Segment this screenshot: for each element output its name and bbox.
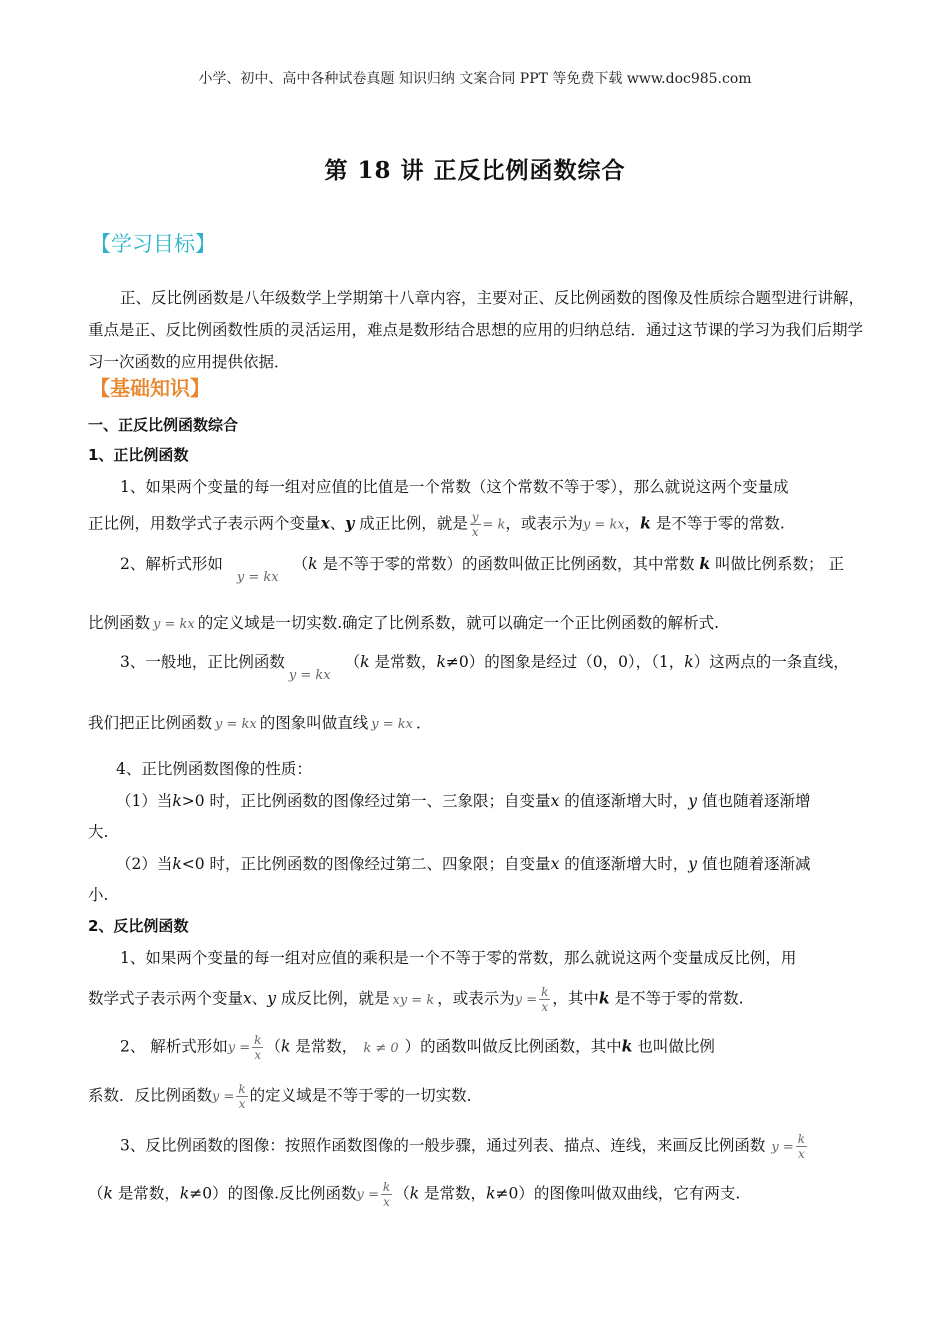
formula-y-kx: y = kx	[215, 717, 257, 732]
p4-case-1-end: 大.	[88, 823, 109, 841]
formula-xy-k: xy = k	[392, 992, 435, 1008]
var-x: x	[550, 855, 560, 873]
page-title: 第 18 讲 正反比例函数综合	[324, 157, 626, 184]
formula: y =	[356, 1187, 379, 1203]
text: 系数．反比例函数	[88, 1086, 213, 1105]
var-k: k	[621, 1036, 633, 1056]
var-k: k	[598, 988, 610, 1008]
numerator: k	[238, 1082, 246, 1096]
text: 、	[329, 514, 346, 533]
var-y: y	[688, 792, 698, 810]
fraction-k-over-x	[236, 1082, 247, 1111]
var-k: k	[308, 555, 318, 573]
text: ≠0）的图像.反比例函数	[189, 1184, 357, 1203]
text: ）这两点的一条直线，	[693, 653, 849, 671]
text: （1）当	[116, 792, 173, 810]
denominator: x	[238, 1097, 246, 1111]
text: 值也随着逐渐减	[697, 855, 811, 873]
var-x: x	[320, 513, 330, 533]
text: 是常数，	[419, 1184, 487, 1203]
var-k: k	[360, 653, 370, 671]
text: （2）当	[116, 855, 173, 873]
numerator: k	[541, 985, 549, 999]
basic-knowledge-heading: 【基础知识】	[90, 376, 210, 400]
var-y: y	[267, 989, 277, 1008]
text: （	[292, 555, 309, 573]
q3-line-b	[88, 1180, 878, 1209]
text: （	[394, 1184, 410, 1203]
q1-line-b	[88, 985, 878, 1014]
text: 是常数，	[290, 1037, 358, 1056]
var-k: k	[280, 1037, 291, 1056]
formula: y =	[514, 992, 538, 1008]
numerator: y	[471, 510, 479, 524]
subsection-direct-proportion: 1、正比例函数	[88, 446, 189, 464]
formula: y =	[771, 1139, 794, 1155]
text: ，	[624, 514, 641, 533]
p4-case-1	[88, 789, 906, 811]
text: 成反比例，就是	[276, 989, 390, 1008]
denominator: x	[541, 1000, 549, 1014]
text: 我们把正比例函数	[88, 714, 213, 732]
text: 的图象叫做直线	[259, 714, 369, 732]
text: （	[88, 1184, 104, 1203]
p4-title: 4、正比例函数图像的性质：	[116, 760, 312, 778]
p3-line-b	[88, 711, 878, 733]
p4-case-2	[88, 852, 906, 874]
text: 的值逐渐增大时，	[559, 792, 689, 810]
numerator: k	[254, 1033, 262, 1047]
text: 比例函数	[88, 614, 151, 632]
text: ，其中	[552, 989, 599, 1008]
p3-line-a	[88, 650, 910, 683]
text: 2、 解析式形如	[120, 1037, 228, 1056]
text: 也叫做比例	[632, 1037, 715, 1056]
var-k: k	[179, 1184, 190, 1203]
var-x: x	[243, 989, 252, 1008]
var-k: k	[699, 554, 711, 573]
text: 3、一般地，正比例函数	[120, 653, 285, 671]
var-k: k	[486, 1184, 496, 1203]
text: 是不等于零的常数.	[650, 514, 785, 533]
denominator: x	[798, 1147, 805, 1161]
text: ．	[415, 714, 432, 732]
text: 叫做比例系数； 正	[710, 555, 844, 573]
text: ≠0）的图象是经过（0，0），（1，	[445, 653, 685, 671]
text: 的定义域是一切实数.确定了比例系数，就可以确定一个正比例函数的解析式.	[197, 614, 720, 632]
text: 数学式子表示两个变量	[88, 989, 244, 1008]
var-x: x	[550, 792, 560, 810]
subsection-inverse-proportion: 2、反比例函数	[88, 917, 189, 935]
var-k: k	[103, 1184, 113, 1203]
text: （	[265, 1037, 281, 1056]
var-k: k	[172, 792, 182, 810]
p1-line-a: 1、如果两个变量的每一组对应值的比值是一个常数（这个常数不等于零），那么就说这两个变量成	[120, 478, 789, 496]
site-header: 小学、初中、高中各种试卷真题 知识归纳 文案合同 PPT 等免费下载 www.doc985.com	[198, 71, 752, 87]
fraction-k-over-x	[796, 1132, 807, 1161]
text: 的定义域是不等于零的一切实数．	[249, 1086, 483, 1105]
section-heading-1: 一、正反比例函数综合	[88, 416, 239, 434]
text: 值也随着逐渐增	[697, 792, 811, 810]
formula: y =	[212, 1089, 235, 1105]
var-y: y	[688, 855, 698, 873]
text: ）的函数叫做反比例函数，其中	[404, 1037, 622, 1056]
text: ，或表示为	[437, 989, 515, 1008]
formula: = k	[482, 517, 506, 533]
p2-line-b	[88, 611, 878, 633]
text: 3、反比例函数的图像：按照作函数图像的一般步骤，通过列表、描点、连线，来画反比例函数	[120, 1136, 766, 1155]
text: >0 时，正比例函数的图像经过第一、三象限；自变量	[181, 792, 551, 810]
formula: y =	[227, 1040, 251, 1056]
var-k: k	[640, 513, 651, 533]
denominator: x	[471, 525, 479, 539]
var-y: y	[345, 513, 355, 533]
text: 是常数，	[369, 653, 437, 671]
text: （	[344, 653, 361, 671]
formula-y-kx: y = kx	[288, 668, 331, 683]
q2-line-a	[88, 1033, 910, 1062]
numerator: k	[382, 1180, 391, 1194]
var-k: k	[684, 653, 694, 671]
text: <0 时，正比例函数的图像经过第二、四象限；自变量	[181, 855, 551, 873]
text: ≠0）的图像叫做双曲线，它有两支.	[495, 1184, 741, 1203]
q3-line-a	[88, 1132, 910, 1161]
q1-line-a: 1、如果两个变量的每一组对应值的乘积是一个不等于零的常数，那么就说这两个变量成反比例，用	[120, 949, 797, 967]
var-k: k	[172, 855, 182, 873]
learning-goal-text: 正、反比例函数是八年级数学上学期第十八章内容，主要对正、反比例函数的图像及性质综合题型进行讲解，重点是正、反比例函数性质的灵活运用，难点是数形结合思想的应用的归纳总结．通过这节课的学习为我们后期学习一次函数的应用提供依据．	[88, 289, 865, 371]
denominator: x	[254, 1048, 262, 1062]
fraction-k-over-x	[539, 985, 550, 1014]
text: ，或表示为	[505, 514, 583, 533]
text: 是常数，	[112, 1184, 180, 1203]
p2-line-a	[88, 552, 910, 585]
fraction-k-over-x	[252, 1033, 263, 1062]
formula-k-neq-0: k ≠ 0	[363, 1040, 399, 1056]
numerator: k	[797, 1132, 806, 1146]
text: 正比例，用数学式子表示两个变量	[88, 514, 321, 533]
q2-line-b	[88, 1082, 878, 1111]
var-k: k	[409, 1184, 420, 1203]
text: 是不等于零的常数）的函数叫做正比例函数，其中常数	[317, 555, 700, 573]
formula-y-kx: y = kx	[153, 617, 195, 632]
denominator: x	[383, 1195, 390, 1209]
var-k: k	[436, 653, 446, 671]
fraction-y-over-x	[470, 510, 481, 539]
formula-y-kx: y = kx	[582, 517, 625, 533]
fraction-k-over-x	[381, 1180, 392, 1209]
learning-goal-heading: 【学习目标】	[90, 232, 216, 256]
p4-case-2-end: 小.	[88, 886, 109, 904]
text: 成正比例，就是	[354, 514, 468, 533]
text: 、	[251, 989, 268, 1008]
formula-y-kx: y = kx	[236, 570, 279, 585]
text: 是不等于零的常数.	[609, 989, 744, 1008]
text: 的值逐渐增大时，	[559, 855, 689, 873]
formula-y-kx: y = kx	[371, 717, 413, 732]
p1-line-b	[88, 510, 878, 539]
text: 2、解析式形如	[120, 555, 223, 573]
